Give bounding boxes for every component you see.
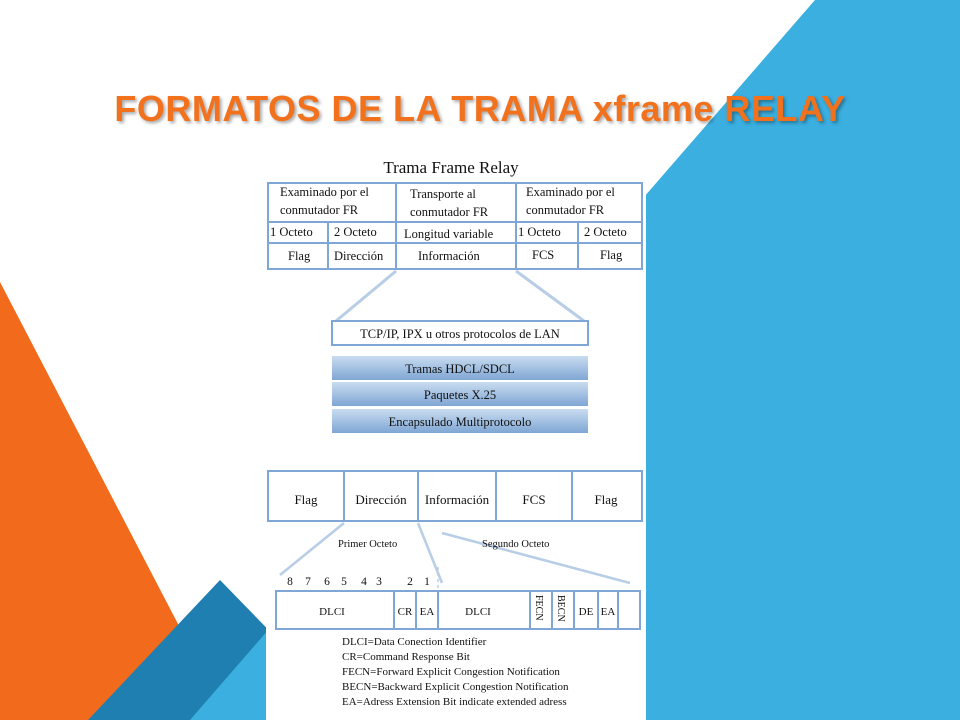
address-field-label: DLCI xyxy=(319,606,345,618)
legend-line: FECN=Forward Explicit Congestion Notification xyxy=(342,666,560,678)
legend-line: CR=Command Response Bit xyxy=(342,651,470,663)
address-field-label: EA xyxy=(600,606,616,618)
field-label: Información xyxy=(418,249,480,263)
size-label: 1 Octeto xyxy=(270,225,313,239)
address-field-label: CR xyxy=(397,606,413,618)
slide-title: FORMATOS DE LA TRAMA xframe RELAY xyxy=(114,88,846,129)
field-label: Flag xyxy=(594,492,618,507)
size-label: 2 Octeto xyxy=(584,225,627,239)
address-field-label: DLCI xyxy=(465,606,491,618)
transport-line2: conmutador FR xyxy=(410,205,489,219)
bit-number: 1 xyxy=(424,576,430,588)
field-label: Flag xyxy=(288,249,311,263)
bit-number: 5 xyxy=(341,576,347,588)
address-field-label: EA xyxy=(419,606,435,618)
size-label: Longitud variable xyxy=(404,227,494,241)
field-label: Información xyxy=(424,492,490,507)
size-label: 1 Octeto xyxy=(518,225,561,239)
bit-number: 6 xyxy=(324,576,330,588)
address-field-label: DE xyxy=(578,606,594,618)
examined-right-line1: Examinado por el xyxy=(526,185,615,199)
address-field-label: FECN xyxy=(533,595,544,621)
field-label: Flag xyxy=(294,492,318,507)
field-label: Flag xyxy=(600,248,623,262)
transport-line1: Transporte al xyxy=(410,187,476,201)
bit-number: 7 xyxy=(305,576,311,588)
funnel-lines xyxy=(336,271,584,321)
field-label: FCS xyxy=(522,492,546,507)
legend-line: BECN=Backward Explicit Congestion Notification xyxy=(342,681,569,693)
frame-relay-diagram xyxy=(266,155,646,720)
protocol-label: Tramas HDCL/SDCL xyxy=(405,362,515,376)
protocol-label: TCP/IP, IPX u otros protocolos de LAN xyxy=(360,327,560,341)
address-field-label: BECN xyxy=(555,595,566,622)
bit-number: 3 xyxy=(376,576,382,588)
bit-number: 8 xyxy=(287,576,293,588)
field-label: Dirección xyxy=(334,249,384,263)
second-octet-label: Segundo Octeto xyxy=(482,539,550,550)
legend-line: DLCI=Data Conection Identifier xyxy=(342,636,487,648)
field-label: FCS xyxy=(532,248,555,262)
examined-left-line2: conmutador FR xyxy=(280,203,359,217)
octet-lines xyxy=(280,523,630,583)
diagram-heading: Trama Frame Relay xyxy=(383,158,519,177)
bit-number: 2 xyxy=(407,576,413,588)
bit-number: 4 xyxy=(361,576,367,588)
protocol-label: Encapsulado Multiprotocolo xyxy=(388,415,532,429)
examined-right-line2: conmutador FR xyxy=(526,203,605,217)
diagram-panel xyxy=(266,155,646,720)
size-label: 2 Octeto xyxy=(334,225,377,239)
legend-line: EA=Adress Extension Bit indicate extended adress xyxy=(342,696,567,708)
first-octet-label: Primer Octeto xyxy=(338,539,398,550)
examined-left-line1: Examinado por el xyxy=(280,185,369,199)
field-label: Dirección xyxy=(355,492,407,507)
protocol-label: Paquetes X.25 xyxy=(423,388,497,402)
